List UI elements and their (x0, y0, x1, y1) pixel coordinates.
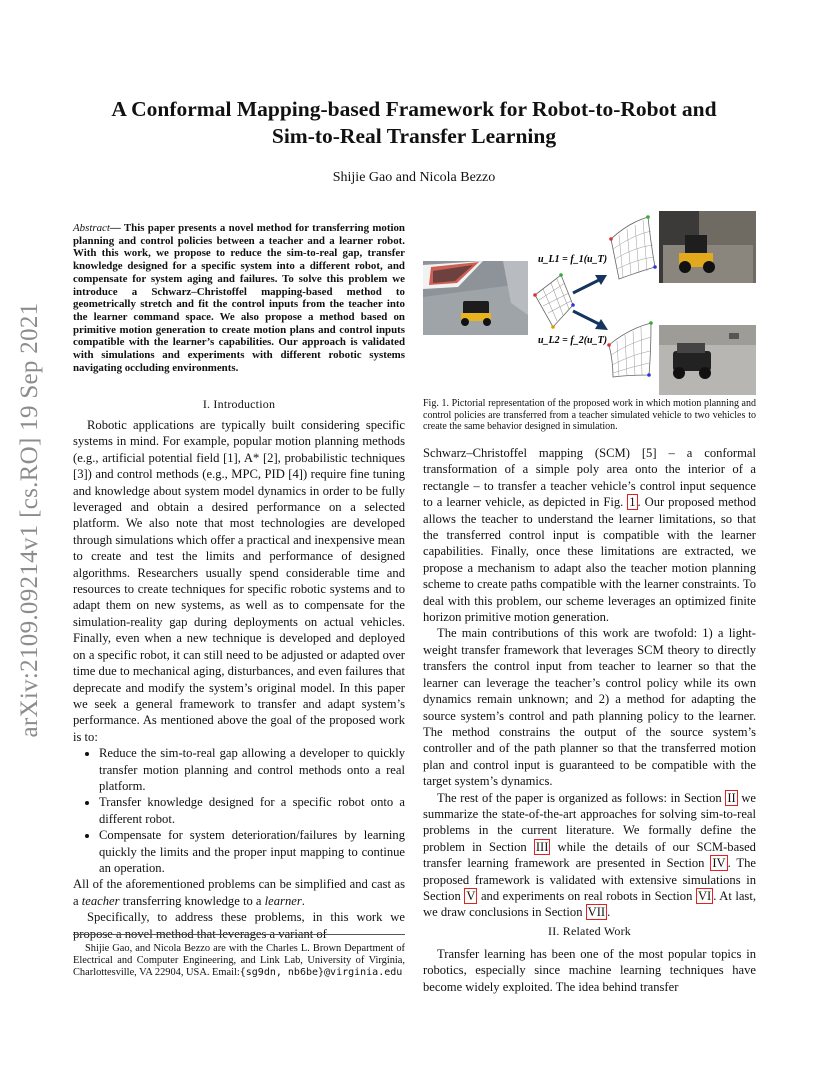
abstract (73, 222, 405, 374)
section-ref-link[interactable]: IV (712, 856, 726, 871)
intro-paragraph-2: All of the aforementioned problems can be simplified and cast as a teacher transferring knowledge to a learner. (73, 877, 405, 908)
figure-1 (423, 205, 757, 395)
section-ref-link[interactable]: V (466, 888, 476, 903)
learner-robot-photo-1 (659, 211, 756, 283)
learner-robot-photo-2 (659, 325, 756, 395)
bullet-item: • Compensate for system deterioration/failures by learning quickly the limits and the proper input mapping to continue an operation. (99, 827, 405, 876)
transfer-arrows (573, 275, 608, 330)
figure-ref-link[interactable]: 1 (629, 495, 636, 510)
bullet-item: • Reduce the sim-to-real gap allowing a developer to quickly transfer motion planning and control methods onto a real platform. (99, 745, 405, 794)
author-emails: {sg9dn, nb6be}@virginia.edu (239, 967, 403, 979)
section-ref-link[interactable]: VII (587, 905, 606, 920)
introduction-body (73, 417, 405, 942)
organization-paragraph: The rest of the paper is organized as follows: in Section II we summarize the state-of-the-art approaches for solving sim-to-real problems in the current literature. We formally define the problem in Section III while the details of our SCM-based transfer learning framework are presented in Section IV . The proposed framework is validated with extensive simulations in Section V and experiments on real robots in Section VI . At last, we draw conclusions in Section VII . (423, 790, 757, 920)
figure-caption: Fig. 1. Pictorial representation of the proposed work in which motion planning and control policies are transferred from a teacher simulated vehicle to two vehicles to create the same behavior designed in simulation. (423, 398, 756, 433)
equation-2: u_L2 = f_2(u_T) (538, 335, 608, 346)
section-ref-link[interactable]: III (535, 839, 549, 854)
intro-paragraph-3: Specifically, to address these problems, in this work we propose a novel method that leverages a variant of (73, 910, 405, 941)
right-column-body (423, 445, 756, 921)
abstract-text: — This paper presents a novel method for transferring motion planning and control policies between a teacher and a learner robot. With this work, we propose to reduce the sim-to-real gap, transfer knowledge designed for a specific system into a different robot, and compensate for system aging and failures. To solve this problem we introduce a Schwarz–Christoffel mapping-based method to geometrically stretch and fit the control inputs from the teacher into the learner command space. We also propose a method based on primitive motion generation to create motion plans and control inputs compatible with the learner’s capabilities. Our approach is validated with simulations and experiments with different robotic systems navigating occluding environments. (73, 222, 405, 374)
center-mapping-grid (533, 273, 575, 329)
section-ref-link[interactable]: VI (697, 888, 712, 903)
intro-paragraph-1: Robotic applications are typically built considering specific systems in mind. For example, popular motion planning methods (e.g., artificial potential field [1], A* [2], probabilistic techniques [3]) and control methods (e.g., MPC, PID [4]) require fine tuning and knowledge about system model dynamics in order to be fully leveraged and obtain a desired performance on a selected platform. We also note that most technologies are developed through simulations which offer a practical and inexpensive mean to create and test the limits and performance of designed algorithms. Researchers usually spend considerable time and resources to create techniques for specific robotic systems and to adapt them on new systems, as well as to compensate for the simulation-reality gap during deployments on actual vehicles. Finally, even when a new technique is developed and deployed on a specific robot, it can still need to be adjusted or adapted over time due to mechanical aging, disturbances, and even failures that deprecate and modify the system’s original model. In this paper we seek a general framework to transfer and adapt system’s performance. As mentioned above the goal of the proposed work is to: (73, 418, 406, 744)
related-paragraph-1: Transfer learning has been one of the most popular topics in robotics, especially since machine learning techniques have become widely exploited. The idea behind transfer (423, 947, 756, 994)
simulation-teacher-image (423, 261, 528, 335)
section-heading-related-work: II. Related Work (548, 924, 631, 938)
title-line-1: A Conformal Mapping-based Framework for Robot-to-Robot and (111, 97, 717, 121)
bullet-item: • Transfer knowledge designed for a specific robot onto a different robot. (99, 794, 405, 827)
footnote-divider (73, 934, 405, 935)
goal-bullet-list (73, 745, 405, 876)
authors: Shijie Gao and Nicola Bezzo (332, 170, 496, 185)
lower-mapping-grid (607, 321, 653, 377)
arxiv-stamp: arXiv:2109.09214v1 [cs.RO] 19 Sep 2021 (16, 302, 43, 738)
equation-1: u_L1 = f_1(u_T) (538, 254, 608, 265)
related-work-body (423, 946, 756, 995)
contributions-paragraph: The main contributions of this work are twofold: 1) a light-weight transfer framework that leverages SCM theory to directly transfers the control input from teacher to learner so that the learner can leverage the teacher’s control policy while its own dynamics remain unknown; and 2) a method for adapting the source system’s control and path planning policy to the learner. The method constrains the output of the source system’s controller and of the path planner so that the transferred motion plan and control input is guaranteed to be compatible with the target system’s dynamics. (423, 626, 756, 789)
figure-illustration (423, 205, 757, 395)
title-line-2: Sim-to-Real Transfer Learning (271, 124, 557, 148)
abstract-label: Abstract (73, 222, 110, 234)
paper-title (60, 96, 768, 150)
upper-mapping-grid (609, 215, 657, 279)
section-ref-link[interactable]: II (727, 790, 736, 805)
author-footnote: Shijie Gao, and Nicola Bezzo are with the Charles L. Brown Department of Electrical and Computer Engineering, and Link Lab, University of Virginia, Charlottesville, VA 22904, USA. Email:{sg9dn, nb6be}@virginia.edu (73, 943, 405, 979)
section-heading-introduction: I. Introduction (202, 397, 276, 411)
right-paragraph-1: Schwarz–Christoffel mapping (SCM) [5] – a conformal transformation of a simple poly area onto the interior of a rectangle – to transfer a teacher vehicle’s control input sequence to a learner vehicle, as depicted in Fig. 1 . Our proposed method allows the teacher to understand the learner limitations, so that the transferred control input is compatible with the learner capabilities. Finally, once these limitations are extracted, we propose a mechanism to adapt also the teacher motion planning scheme to create paths compatible with the learner constraints. To deal with this problem, our scheme leverages an optimized finite horizon primitive motion generation. (423, 446, 756, 625)
